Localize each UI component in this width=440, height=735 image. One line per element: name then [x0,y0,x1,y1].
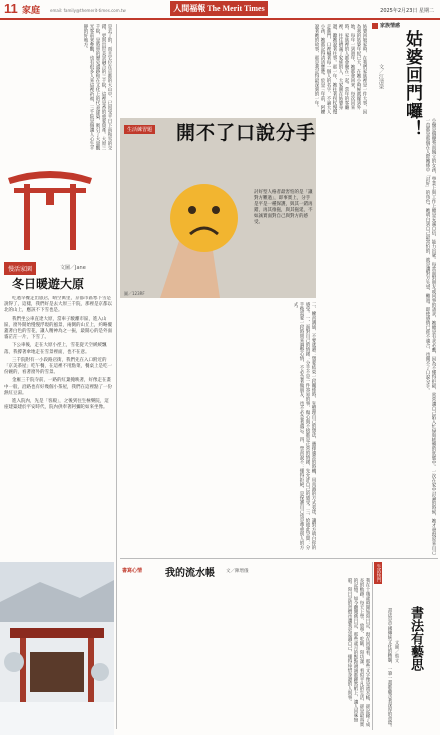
left-article-body [4,296,112,551]
tag-marker [372,23,378,29]
banner-credit: 圖／123RF [124,291,145,296]
paragraph: 吃過早餐走出旅店，晴空萬里，京都市區寒下雪是說得了，這樣，我們好是去大原三千院，那裡是京都以北的山上，應該不下雪也是。 [4,296,112,314]
calligraphy-byline: 文圖／蔡文 [394,640,399,663]
section-tag-slow-living: 慢活家園 [4,262,36,275]
left-top-text: 是去了的，而且它位在京都的大山中，已因受平日下雨和雪的交錯，更與出世美景融合的三千院，這裡是香的重要資產。大原三千院，是將軍的歷史遺跡和在文化上的代表建築，吸引了大量觀光客前來參觀，也有很多人來這裡祈福，三千院是個讓人心生平靜的好地方。 [83,24,112,150]
essay-section-tag: 書寫心情 [122,568,143,574]
banner-caption: 討好型人格者最害怕的是「讓對方難過」，即事實上，分手是平是一種保護，與其一錯再錯，再其推拖，與其拖延，不如誠實面對自己與對方的感受。 [254,190,313,225]
middle-article-body: 二、練習溝通，不要逃避：想要結束一段關係時，先整理自己的想法，選擇適當的時機，用真誠的方式表達，讓對方明白你的感受。一、面對自己的情緒：分手不是一件容易的事，傷心與不捨都是正常的情緒，先允許自己的感受。三、給彼此空間：分手後需要一段時間來調整心情，不必急著做朋友，也不必急著遺忘。四、學習說不：懂得拒絕，是保護自己也是尊重別人的方式。 [293,302,316,550]
masthead [0,0,440,20]
calligraphy-section-tag: 生活快門 [376,564,381,582]
essay-body: 我在十幾歲時開始寫日記，現在回頭看，那些文字像是流水帳，卻記錄了成長的軌跡。每天上學、放學、吃飯、寫功課，看似平凡的生活，卻是最真實的記憶。如今翻閱舊日記，那些歲月的點點滴滴都躍然紙上，讓人回味無窮。寫日記的習慣也讓我更認識自己，懂得珍惜身邊的人與事。 [347,578,370,727]
torii-illustration [2,160,98,256]
column-divider [116,24,117,729]
snow-temple-photo [0,562,114,735]
paragraph: 下公車後，走在大原小徑上，雪花從天空緩緩飄落，我撐著傘地走在雪景裡面，也不在意。 [4,343,107,355]
paragraph: 金雁三千院寺前，一路的紅葉掩映著，好像走在畫中一般，沿路也有好幾個小茶屋，我們在這裡點了一份熱紅豆湯。 [4,378,112,396]
page-section: 家庭 [22,6,41,16]
right-article-body: 小優是個優秀而獨立的女孩，學業上與工作上總是充滿自信、能力出眾。每當面對朋友或同事的請求，她總是有求必應，因為不懂得拒絕，常常讓自己陷入忙碌與疲憊的狀態中。一次在家中討論的時候，她才發現原來自己一直都是那個在人際關係中「討好」的角色。她明白到自己最害怕的，就是讓對方失望、難過。即使感情已經不適合，也開不了口說分手。 [425,118,436,555]
paragraph: 三千院附有一小段路店街，我們先在入口附近的「京美茶屋」吃午餐，在這裡不用點菜，餐桌上是吃一份碗的，看著窗外的雪景。 [4,357,112,376]
section-divider [120,558,438,559]
essay-byline: 文／陳增儀 [226,569,249,574]
top-essay-byline: 文／江清榮 [378,64,384,89]
banner-tag: 生活練習題 [124,125,155,134]
paper-logo: 人間福報 The Merit Times [170,1,268,16]
banner-title: 開不了口說分手 [176,122,317,144]
calligraphy-title: 書法有藝思 [408,606,423,671]
page-number: 11 [4,1,18,16]
calligraphy-body: 書法是中國傳統文化的精髓，一筆一畫都蘊含著深厚的意境。 [387,608,392,730]
page-url: email: family@themerit-times.com.tw [50,8,126,13]
calligraphy-divider [372,562,373,730]
top-essay-title: 姑婆回門囉！ [402,30,422,138]
top-essay-body: 姑婆回娘家時，在我們家族裡是一件大事，因為我的姑婆年紀已大，在她小時候就嫁到外地，每年一到過年，她都會回來，每次回來時，家族裡的人都會聚在一起。當年的客廳裡，往往擠滿了家族的人，大家圍在姑婆身邊，聽她說著往事。那一年，她拄著拐杖慢慢走進門，口裡喊著每一個人的名字，不論大人小孩，她都記得清清楚楚。於是三年前，阿嬤說著她的故事，那是我記得最深刻的一年。 [314,24,367,114]
essay-title: 我的流水帳 [165,568,215,579]
family-section-tag [372,22,400,29]
family-section-label: 家族情感 [380,23,401,29]
page-date: 2025年2月23日 星期二 [380,8,434,14]
left-byline: 文圖／Jane [60,265,86,271]
paragraph: 我們坐公車直達大原，當車子駛離市區，進入山區，窗外開始慢慢浮現的風景，兩側的山丘上，約略覆蓋著白色的雪花，讓人精神為之一振，最開心的是外面霧茫茫一片，下雪了。 [4,316,112,341]
paragraph: 進入院內，先是「客殿」，之後到往生極樂院，這座建築建於平安時代，院內供奉著阿彌陀如來坐像。 [4,399,109,411]
left-article-title: 冬日暖遊大原 [12,277,85,291]
